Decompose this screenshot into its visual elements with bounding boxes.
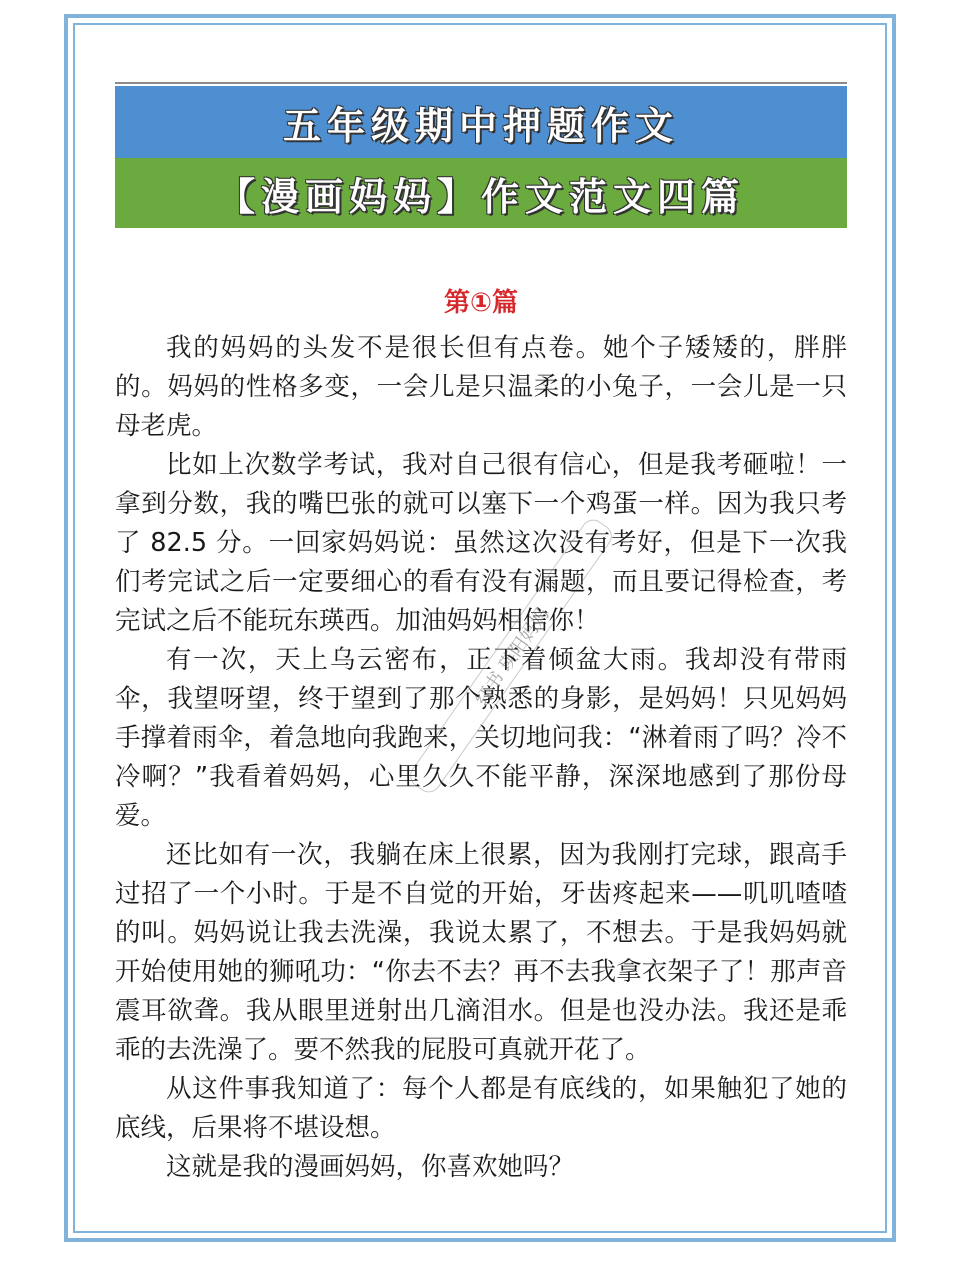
essay-body	[115, 329, 847, 1187]
watermark: 红书 瑛阳妈妈	[406, 515, 617, 797]
section-title: 第①篇	[443, 288, 518, 318]
paragraph: 这就是我的漫画妈妈，你喜欢她吗？	[166, 1152, 575, 1182]
title-banner	[115, 86, 847, 158]
header-rule	[115, 82, 847, 84]
paragraph: 还比如有一次，我躺在床上很累，因为我刚打完球，跟高手过招了一个小时。于是不自觉的开始，牙齿疼起来——叽叽喳喳的叫。妈妈说让我去洗澡，我说太累了，不想去。于是我妈妈就开始使用她的狮吼功：“你去不去？再不去我拿衣架子了！那声音震耳欲聋。我从眼里迸射出几滴泪水。但是也没办法。我还是乖乖的去洗澡了。要不然我的屁股可真就开花了。	[115, 840, 847, 1065]
paragraph: 从这件事我知道了：每个人都是有底线的，如果触犯了她的底线，后果将不堪设想。	[115, 1074, 847, 1143]
paragraph: 我的妈妈的头发不是很长但有点卷。她个子矮矮的，胖胖的。妈妈的性格多变，一会儿是只温柔的小兔子，一会儿是一只母老虎。	[115, 333, 847, 441]
paragraph: 有一次，天上乌云密布，正下着倾盆大雨。我却没有带雨伞，我望呀望，终于望到了那个熟悉的身影，是妈妈！只见妈妈手撑着雨伞，着急地向我跑来，关切地问我：“淋着雨了吗？冷不冷啊？”我看着妈妈，心里久久不能平静，深深地感到了那份母爱。	[115, 645, 847, 831]
page-subtitle: 【漫画妈妈】作文范文四篇	[216, 174, 745, 219]
paragraph: 比如上次数学考试，我对自己很有信心，但是我考砸啦！一拿到分数，我的嘴巴张的就可以塞下一个鸡蛋一样。因为我只考了 82.5 分。一回家妈妈说：虽然这次没有考好，但是下一次我们考完试之后一定要细心的看有没有漏题，而且要记得检查，考完试之后不能玩东瑛西。加油妈妈相信你！	[115, 450, 847, 636]
subtitle-banner	[115, 158, 847, 228]
page-title: 五年级期中押题作文	[282, 103, 679, 148]
